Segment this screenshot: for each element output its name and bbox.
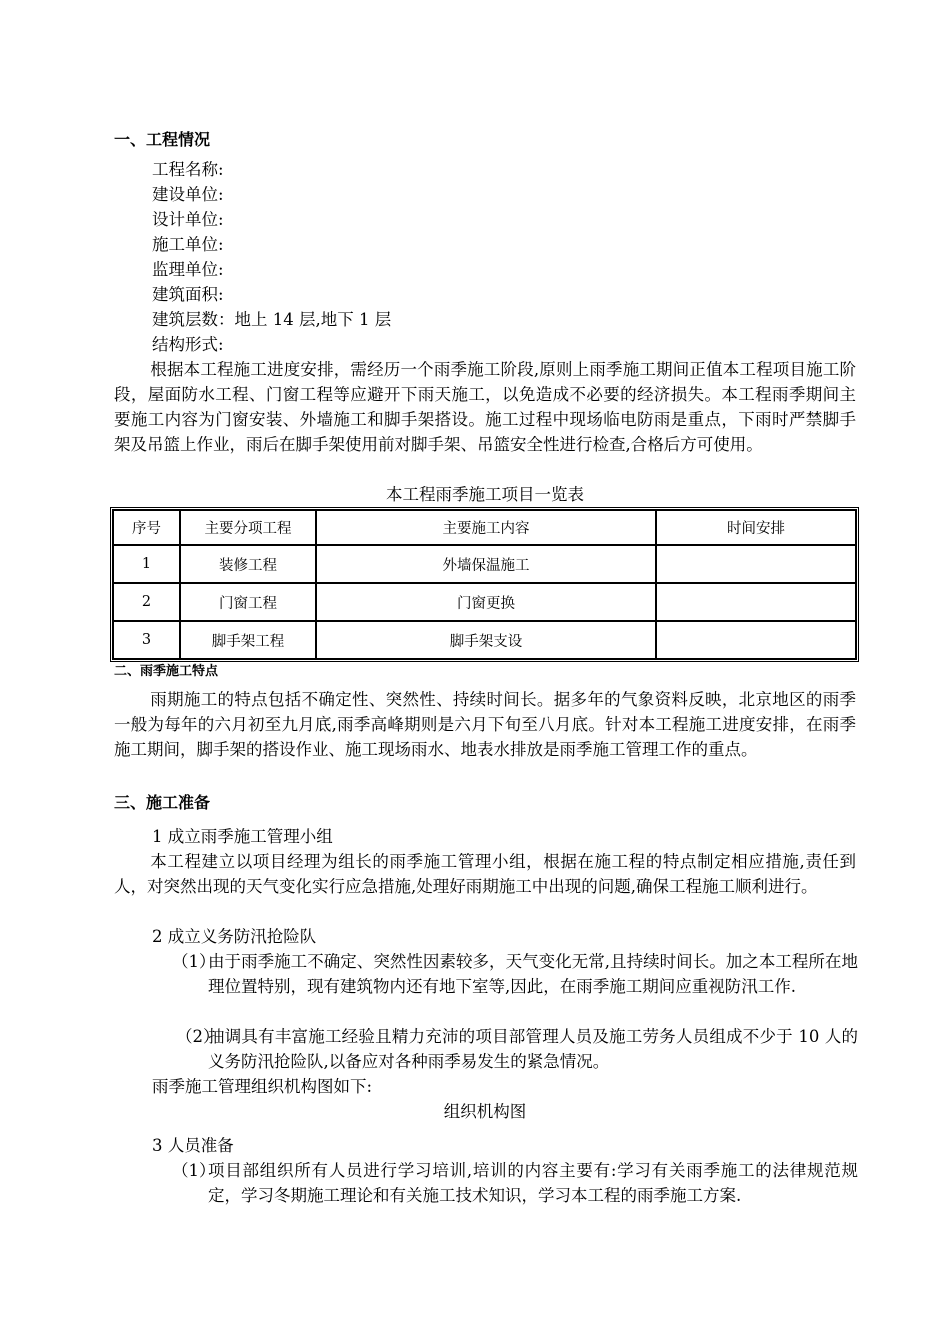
list-item: [176, 1024, 858, 1074]
table-cell: 脚手架工程: [180, 621, 316, 659]
table-cell: 门窗工程: [180, 583, 316, 621]
field-floors: 建筑层数：地上 14 层,地下 1 层: [152, 310, 392, 329]
table-cell: 脚手架支设: [316, 621, 656, 659]
section-heading-rainy-features: 二、雨季施工特点: [114, 664, 219, 679]
table-cell: 门窗更换: [316, 583, 656, 621]
table-cell: 1: [113, 545, 180, 583]
table-caption: 本工程雨季施工项目一览表: [386, 485, 584, 504]
field-project-name: 工程名称:: [152, 160, 224, 179]
header-cell: 时间安排: [656, 510, 856, 545]
section-heading-preparation: 三、施工准备: [114, 793, 211, 812]
table-cell: 3: [113, 621, 180, 659]
table-cell: [656, 583, 856, 621]
list-item-text: 项目部组织所有人员进行学习培训,培训的内容主要有:学习有关雨季施工的法律规范规定，学习冬期施工理论和有关施工技术知识，学习本工程的雨季施工方案.: [208, 1161, 858, 1205]
paragraph-schedule-overview: 根据本工程施工进度安排，需经历一个雨季施工阶段,原则上雨季施工期间正值本工程项目施工阶段，屋面防水工程、门窗工程等应避开下雨天施工，以免造成不必要的经济损失。本工程雨季期间主要施工内容为门窗安装、外墙施工和脚手架搭设。施工过程中现场临电防雨是重点，下雨时严禁脚手架及吊篮上作业，雨后在脚手架使用前对脚手架、吊篮安全性进行检查,合格后方可使用。: [114, 360, 856, 454]
list-item-number: （1）: [172, 1161, 216, 1180]
rainy-season-items-table: [110, 507, 859, 662]
table-row: [113, 583, 856, 621]
table-cell: [656, 545, 856, 583]
table-cell: 外墙保温施工: [316, 545, 656, 583]
subheading-management-group: 1 成立雨季施工管理小组: [152, 827, 333, 846]
org-chart-intro: 雨季施工管理组织机构图如下:: [152, 1077, 373, 1096]
header-cell: 序号: [113, 510, 180, 545]
field-contractor: 施工单位:: [152, 235, 224, 254]
list-item-number: （2）: [176, 1027, 220, 1046]
header-cell: 主要分项工程: [180, 510, 316, 545]
table-row: [113, 545, 856, 583]
table-cell: [656, 621, 856, 659]
header-cell: 主要施工内容: [316, 510, 656, 545]
list-item-number: （1）: [172, 952, 216, 971]
table-header-row: [113, 510, 856, 545]
field-supervisor: 监理单位:: [152, 260, 224, 279]
subheading-flood-team: 2 成立义务防汛抢险队: [152, 927, 317, 946]
org-chart-caption: 组织机构图: [443, 1102, 527, 1121]
section-heading-project-overview: 一、工程情况: [114, 130, 211, 149]
list-item-text: 抽调具有丰富施工经验且精力充沛的项目部管理人员及施工劳务人员组成不少于 10 人的义务防汛抢险队,以备应对各种雨季易发生的紧急情况。: [208, 1027, 858, 1071]
list-item-text: 由于雨季施工不确定、突然性因素较多，天气变化无常,且持续时间长。加之本工程所在地理位置特别，现有建筑物内还有地下室等,因此，在雨季施工期间应重视防汛工作.: [208, 952, 858, 996]
list-item: [172, 1158, 858, 1233]
list-item: [172, 949, 858, 1024]
table-cell: 2: [113, 583, 180, 621]
field-owner: 建设单位:: [152, 185, 224, 204]
table-row: [113, 621, 856, 659]
field-structure: 结构形式:: [152, 335, 224, 354]
table-cell: 装修工程: [180, 545, 316, 583]
field-building-area: 建筑面积:: [152, 285, 224, 304]
paragraph-rainy-features: 雨期施工的特点包括不确定性、突然性、持续时间长。据多年的气象资料反映，北京地区的雨季一般为每年的六月初至九月底,雨季高峰期则是六月下旬至八月底。针对本工程施工进度安排，在雨季施工期间，脚手架的搭设作业、施工现场雨水、地表水排放是雨季施工管理工作的重点。: [114, 690, 856, 759]
paragraph-management-group: 本工程建立以项目经理为组长的雨季施工管理小组，根据在施工程的特点制定相应措施,责任到人，对突然出现的天气变化实行应急措施,处理好雨期施工中出现的问题,确保工程施工顺利进行。: [114, 852, 856, 896]
subheading-staff-preparation: 3 人员准备: [152, 1136, 234, 1155]
field-designer: 设计单位:: [152, 210, 224, 229]
